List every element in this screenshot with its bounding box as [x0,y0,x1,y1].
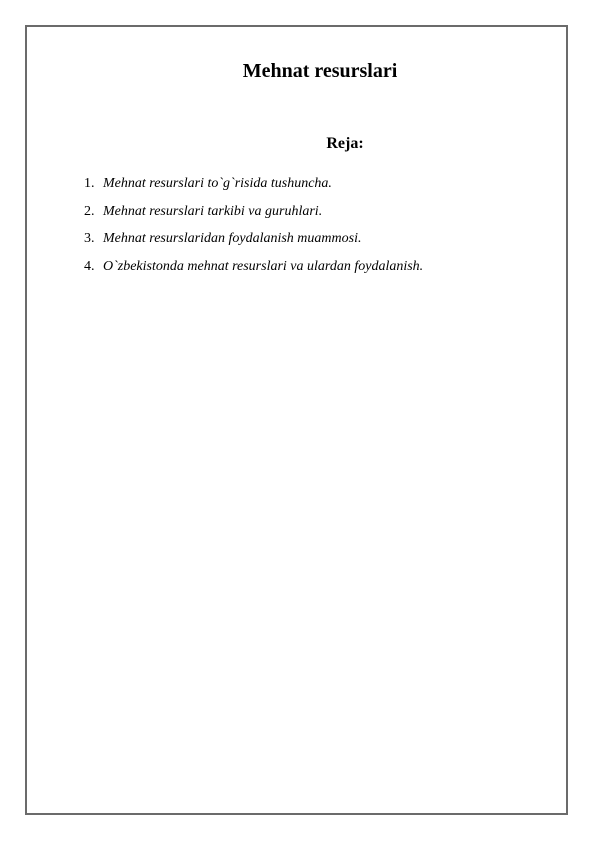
document-title: Mehnat resurslari [242,60,398,82]
plan-item-text: O`zbekistonda mehnat resurslari va ulardan foydalanish. [103,258,424,274]
plan-item-1 [84,175,423,203]
plan-item-number: 4. [84,258,95,274]
plan-item-text: Mehnat resurslari tarkibi va guruhlari. [103,203,323,219]
plan-item-text: Mehnat resurslaridan foydalanish muammosi. [103,231,362,246]
plan-item-2 [84,203,423,231]
plan-item-3 [84,230,423,258]
plan-item-number: 1. [84,176,95,191]
plan-heading: Reja: [326,135,364,152]
plan-item-text: Mehnat resurslari to`g`risida tushuncha. [103,176,332,191]
plan-item-number: 2. [84,203,95,219]
plan-list [84,175,423,285]
plan-item-4 [84,258,423,286]
plan-item-number: 3. [84,231,95,246]
